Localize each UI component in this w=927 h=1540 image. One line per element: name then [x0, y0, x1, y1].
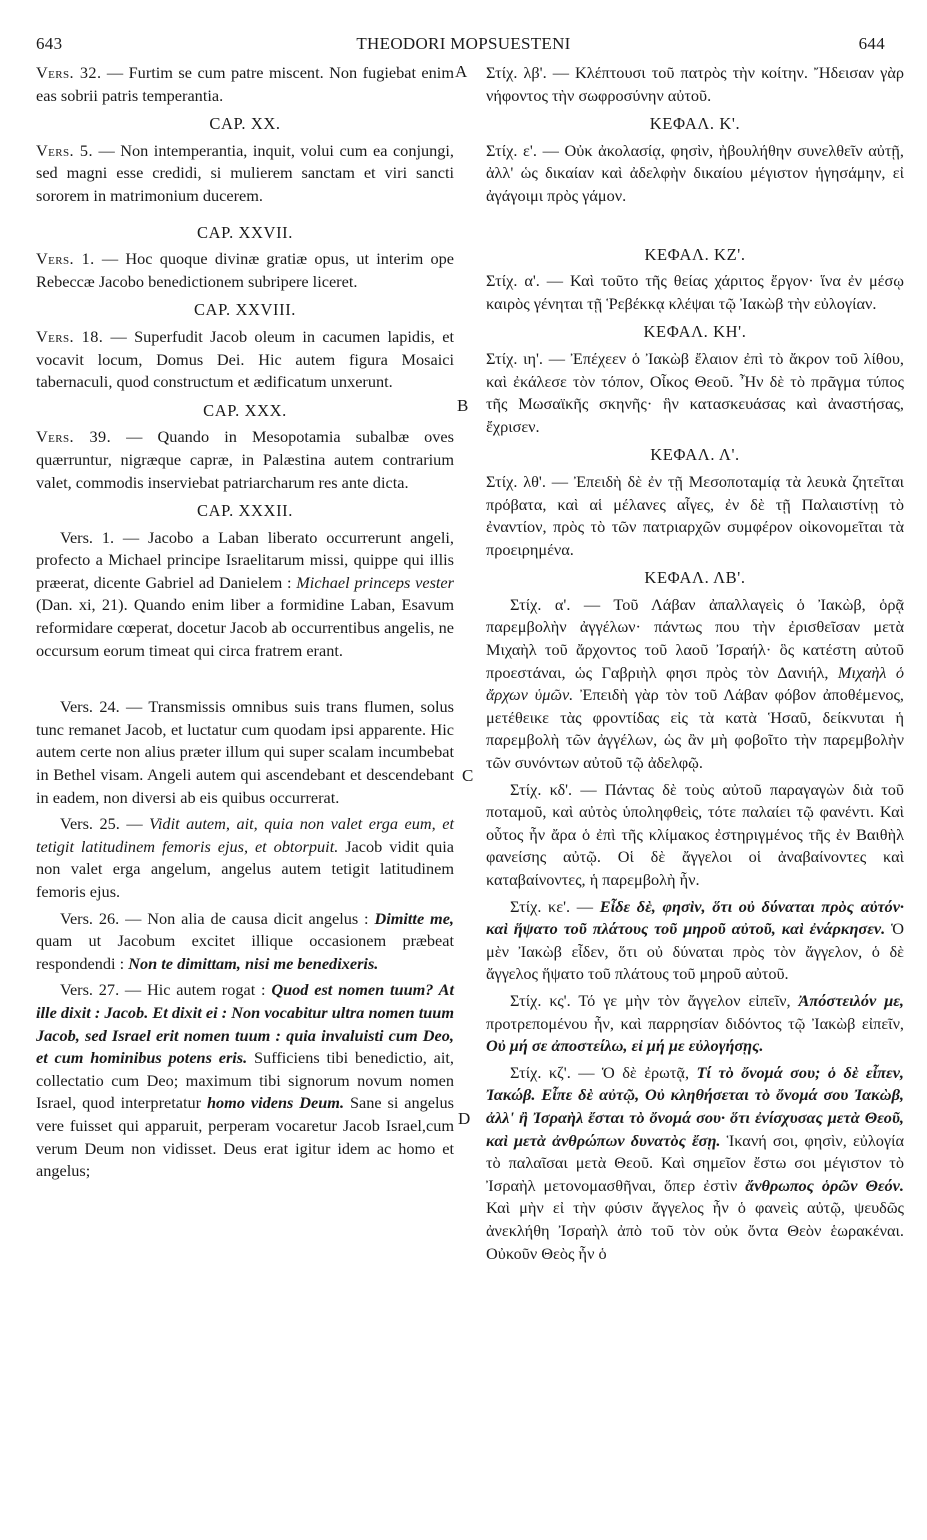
verse-text: Ἐπειδὴ γὰρ τὸν τοῦ Λάβαν φόβον ἀποθέμενος, μετέθεικε τὰς φροντίδας εἰς τὰ κατὰ Ἡσαῦ, δείκνυται ἡ παρεμβολὴ τῶν ἀγγέλων, ὡς ἂν μὴ φοβοῖτο τὴν παρεμβολὴν τῶν συνόντων αὐτοῦ τῷ ἀδελφῷ. — [486, 685, 905, 773]
verse-quote: ἄνθρωπος ὁρῶν Θεόν. — [745, 1175, 904, 1195]
chapter-heading: CAP. XXXII. — [197, 501, 293, 521]
verse-quote: Dimitte me, — [374, 908, 454, 928]
verse-text: — Superfudit Jacob oleum in cacumen lapidis, et vocavit locum, Domus Dei. Hic autem figura Mosaici tabernaculi, quod constructum et ædificatum unxerunt. — [36, 326, 454, 392]
verse-quote: Michael princeps vester — [296, 572, 454, 592]
verse-text: Vers. 25. — — [60, 814, 150, 834]
chapter-heading: ΚΕΦΑΛ. Κ'. — [649, 114, 741, 134]
verse-text: Ἱκανή σοι, φησὶν, εὐλογία τὸ παλαῖσαι μετὰ Θεοῦ. Καὶ σημεῖον ἔστω σοι μέγιστον τὸ Ἰσραὴλ μετονομασθῆναι, ὅπερ ἐστὶν — [486, 1130, 905, 1195]
latin-verse-1 — [36, 248, 454, 293]
latin-verse-25 — [36, 813, 454, 903]
latin-verse-32 — [36, 62, 454, 107]
verse-quote: Non te dimittam, nisi me benedixeris. — [128, 953, 379, 973]
verse-text: (Dan. xi, 21). Quando enim liber a formidine Laban, Esavum reformidare cœperat, docetur Jacob ab occurrentibus angelis, ne occursum eorum timeat qui circa fratrem erant. — [36, 595, 454, 660]
verse-text: — Non intemperantia, inquit, volui cum ea conjungi, sed magni esse credidi, si mulierem sanctam et viri sancti sororem in matrimonium ducerem. — [36, 140, 455, 205]
greek-verse-32: Στίχ. λβ'. — Κλέπτουσι τοῦ πατρὸς τὴν κοίτην. Ἤδεισαν γὰρ νήφοντος τὴν σωφροσύνην αὐτοῦ. — [486, 63, 904, 105]
chapter-heading: ΚΕΦΑΛ. ΚΖ'. — [644, 244, 746, 264]
verse-text: Στίχ. α'. — Τοῦ Λάβαν ἀπαλλαγεὶς ὁ Ἰακὼβ, ὁρᾷ παρεμβολὴν ἀγγέλων· πάντως που τὴν ἐρισθεῖσαν μετὰ Μιχαὴλ τοῦ ἄρχοντος τοῦ λαοῦ Ἰσραήλ· ὃς κατέστη αὐτοῦ προεστάναι, ὡς Γαβριὴλ φησι πρὸς τὸν Δανιήλ, — [486, 594, 904, 682]
verse-text: — Furtim se cum patre miscent. Non fugiebat enim eas sobrii patris temperantia. — [36, 63, 454, 105]
margin-marker-d: D — [458, 1109, 471, 1128]
verse-quote: Μιχαὴλ ὁ ἄρχων ὑμῶν. — [486, 662, 904, 705]
verse-ref: Vers. 18. — [36, 326, 104, 346]
verse-quote: Εἶδε δὲ, φησὶν, ὅτι οὐ δύναται πρὸς αὐτόν· καὶ ἥψατο τοῦ πλάτους τοῦ μηροῦ αὐτοῦ, καὶ ἐνάρκησεν. — [486, 896, 904, 939]
latin-column — [36, 62, 454, 1183]
chapter-heading: CAP. XXVIII. — [193, 300, 297, 320]
verse-ref: Vers. 32. — [36, 63, 102, 82]
latin-verse-39 — [36, 426, 454, 494]
chapter-heading: CAP. XXVII. — [197, 222, 293, 242]
greek-verse-27 — [486, 1062, 904, 1265]
greek-verse-26 — [486, 990, 904, 1058]
margin-marker-b: B — [457, 396, 469, 415]
verse-ref: Vers. 5. — [36, 140, 93, 160]
verse-text: Καὶ μὴν εἰ τὴν φύσιν ἄγγελος ἦν ὁ φανεὶς αὐτῷ, ψευδῶς ἀνεκλήθη Ἰσραὴλ ἀπὸ τοῦ τὸν οὐκ ὄντα Θεὸν ἑωρακέναι. Οὐκοῦν Θεὸς ἦν ὁ — [486, 1198, 904, 1263]
verse-text: Στίχ. κζ'. — Ὁ δὲ ἐρωτᾷ, — [510, 1062, 697, 1082]
verse-text: quam ut Jacobum excitet illique occasionem præbeat respondendi : — [36, 931, 454, 973]
chapter-heading: CAP. XX. — [209, 114, 281, 134]
greek-verse-24: Στίχ. κδ'. — Πάντας δὲ τοὺς αὐτοῦ παραγαγὼν διὰ τοῦ ποταμοῦ, καὶ αὐτὸς ὑποληφθεὶς, τότε παλαίει τῷ φανέντι. Καὶ οὗτος ἦν ἄρα ὁ ἐπὶ τῆς κλίμακος ἐστηριγμένος τῆς ἐν Βαιθὴλ φανείσης αὐτῷ. Οἱ δὲ ἄγγελοι οἱ ἀναβαίνοντες καὶ καταβαίνοντες, ἡ παρεμβολὴ ἦν. — [486, 779, 904, 889]
greek-verse-1: Στίχ. α'. — Καὶ τοῦτο τῆς θείας χάριτος ἔργον· ἵνα ἐν μέσῳ καιρὸς γένηται τῇ Ῥεβέκκᾳ κλέψαι τῷ Ἰακὼβ τὴν εὐλογίαν. — [486, 271, 904, 313]
verse-text: — Quando in Mesopotamia subalbæ oves quærruntur, nigræque capræ, in Palæstina autem contrarium valet, commodis inserviebat patriarcharum res ante dicta. — [36, 427, 454, 492]
verse-text: Vers. 26. — Non alia de causa dicit angelus : — [60, 908, 375, 928]
verse-ref: Vers. 39. — [36, 427, 112, 447]
verse-text: προτρεπομένου ἦν, καὶ παρρησίαν διδόντος τῷ Ἰακὼβ εἰπεῖν, — [486, 1013, 904, 1033]
latin-verse-24: Vers. 24. — Transmissis omnibus suis trans flumen, solus tunc remanet Jacob, et luctatur cum quodam ipsi apparente. Hic autem certe non alius præter illum qui super scalam incumbebat in Bethel visam. Angeli autem qui ascendebant et descendebant in eadem, non diversi ab eis quibus occurrerat. — [36, 697, 454, 807]
greek-verse-5: Στίχ. ε'. — Οὐκ ἀκολασίᾳ, φησὶν, ἠβουλήθην συνελθεῖν αὐτῇ, ἀλλ' ὡς δικαίαν καὶ ἀδελφὴν δικαίου μέγιστον ἡγησάμην, εἰ ἀγάγοιμι πρὸς γάμον. — [486, 140, 904, 205]
margin-marker-a: A — [455, 62, 468, 81]
latin-verse-27 — [36, 979, 454, 1182]
latin-verse-5 — [36, 140, 454, 208]
greek-verse-39: Στίχ. λθ'. — Ἐπειδὴ δὲ ἐν τῇ Μεσοποταμίᾳ τὰ λευκὰ ζητεῖται πρόβατα, καὶ αἱ μέλανες αἶγες, ἐν δὲ τῇ Παλαιστίνῃ τὸ ἐναντίον, πρὸς τὸ τῶν πατριαρχῶν συμφέρον οἰκονομεῖται τὰ προειρημένα. — [486, 471, 904, 559]
latin-verse-18 — [36, 326, 454, 394]
greek-column — [486, 62, 904, 1265]
verse-text: Sane si angelus vere fuisset qui apparuit, perperam vocaretur Jacob Israel,cum verum Deum non vidisset. Deus erat igitur idem ac homo et angelus; — [36, 1093, 454, 1181]
running-title: THEODORI MOPSUESTENI — [356, 34, 571, 53]
verse-quote: Quod est nomen tuum? At ille dixit : Jacob. Et dixit ei : Non vocabitur ultra nomen tuum Jacob, sed Israel erit nomen tuum : quia invaluisti cum Deo, et cum hominibus potens eris. — [36, 980, 454, 1068]
page-number-right: 644 — [858, 34, 885, 53]
verse-text: Vers. 1. — Jacobo a Laban liberato occurrerunt angeli, profecto a Michael principe Israelitarum missi, quippe qui illis præerat, dicente Gabriel ad Danielem : — [36, 527, 454, 592]
chapter-heading: ΚΕΦΑΛ. ΚΗ'. — [643, 322, 747, 342]
verse-text: Jacob vidit quia non valet erga angelum, angelus autem tetigit latitudinem femoris ejus. — [36, 836, 454, 901]
margin-marker-c: C — [462, 766, 474, 785]
verse-text: — Hoc quoque divinæ gratiæ opus, ut interim ope Rebeccæ Jacobo benedictionem subripere liceret. — [36, 249, 455, 291]
latin-verse-1b — [36, 527, 454, 663]
verse-text: Ὁ μὲν Ἰακὼβ εἶδεν, ὅτι οὐ δύναται πρὸς τὸν ἄγγελον, ὁ δὲ ἄγγελος ἥψατο τοῦ πλάτους τοῦ μηροῦ αὐτοῦ. — [486, 919, 904, 984]
verse-quote: Ἀπόστειλόν με, — [798, 990, 904, 1010]
verse-text: Στίχ. κς'. Τό γε μὴν τὸν ἄγγελον εἰπεῖν, — [510, 990, 799, 1010]
verse-text: Στίχ. κε'. — — [510, 896, 600, 916]
greek-verse-25 — [486, 896, 904, 986]
verse-quote: Τί τὸ ὄνομά σου; ὁ δὲ εἶπεν, Ἰακώβ. Εἶπε δὲ αὐτῷ, Οὐ κληθήσεται τὸ ὄνομά σου Ἰακὼβ, ἀλλ' ἢ Ἰσραὴλ ἔσται τὸ ὄνομά σου· ὅτι ἐνίσχυσας μετὰ Θεοῦ, καὶ μετὰ ἀνθρώπων δυνατὸς ἔσῃ. — [486, 1062, 904, 1150]
greek-verse-1b — [486, 594, 904, 775]
verse-text: Vers. 27. — Hic autem rogat : — [60, 980, 272, 1000]
page-number-left: 643 — [36, 34, 63, 53]
chapter-heading: ΚΕΦΑΛ. Λ'. — [650, 445, 740, 465]
verse-quote: Vidit autem, ait, quia non valet erga eum, et tetigit latitudinem femoris ejus, et obtorpuit. — [36, 814, 454, 856]
verse-quote: Οὐ μή σε ἀποστείλω, εἰ μή με εὐλογήσῃς. — [486, 1036, 764, 1056]
verse-ref: Vers. 1. — [36, 249, 95, 269]
verse-quote: homo videns Deum. — [206, 1093, 345, 1113]
greek-verse-18: Στίχ. ιη'. — Ἐπέχεεν ὁ Ἰακὼβ ἔλαιον ἐπὶ τὸ ἄκρον τοῦ λίθου, καὶ ἐκάλεσε τὸν τόπον, Οἶκος Θεοῦ. Ἦν δὲ τὸ πρᾶγμα τύπος τῆς Μωσαϊκῆς σκηνῆς· ἣν κατασκευάσας καὶ ἀναστήσας, ἔχρισεν. — [486, 348, 904, 436]
latin-verse-26 — [36, 908, 454, 976]
verse-text: Sufficiens tibi benedictio, ait, collectatio cum Deo; maximum tibi signorum novum nomen Israel, quod interpretatur — [36, 1048, 454, 1113]
chapter-heading: CAP. XXX. — [203, 400, 287, 420]
chapter-heading: ΚΕΦΑΛ. ΛΒ'. — [644, 568, 746, 588]
